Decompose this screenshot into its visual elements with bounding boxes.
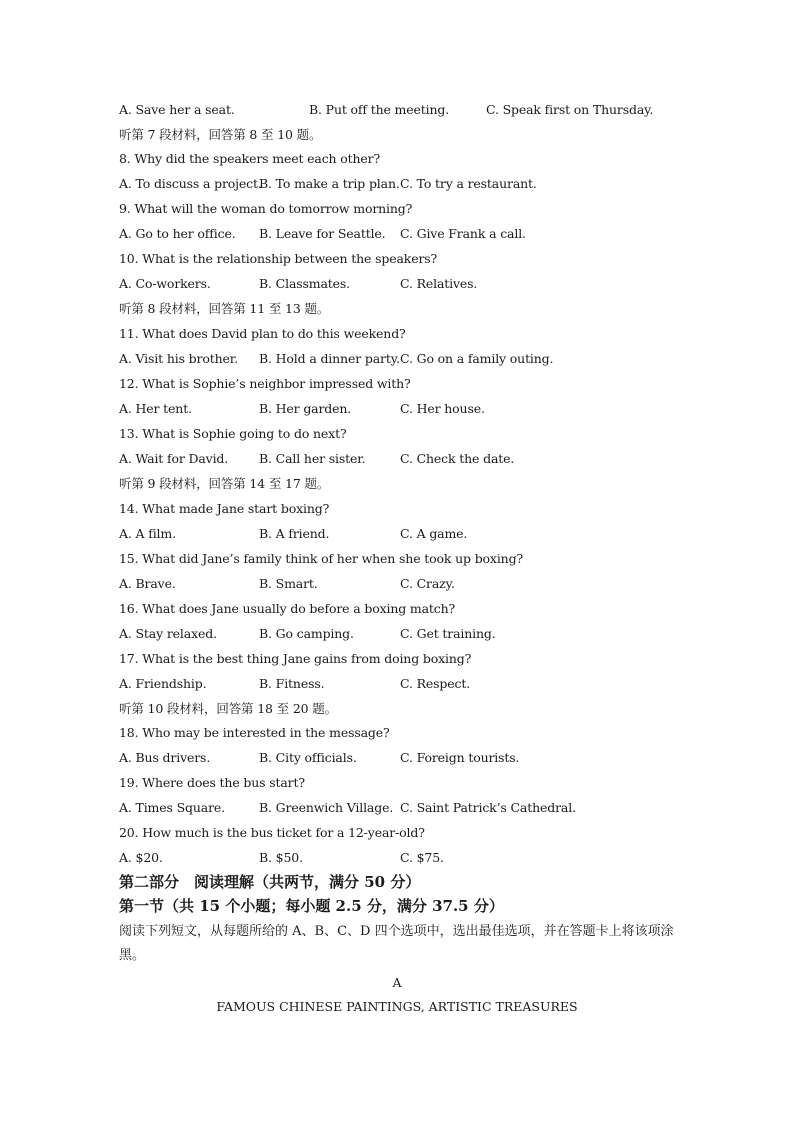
q20-stem: 20. How much is the bus ticket for a 12-year-old?: [119, 825, 425, 840]
q10-option-b: B. Classmates.: [259, 276, 350, 291]
q10-stem: 10. What is the relationship between the speakers?: [119, 251, 438, 266]
q9-option-c: C. Give Frank a call.: [400, 226, 526, 241]
q13-option-c: C. Check the date.: [400, 451, 515, 466]
q16-option-c: C. Get training.: [400, 626, 496, 641]
q11-option-a: A. Visit his brother.: [119, 351, 239, 366]
q13-stem: 13. What is Sophie going to do next?: [119, 426, 347, 441]
passage-title: FAMOUS CHINESE PAINTINGS, ARTISTIC TREASURES: [216, 999, 578, 1014]
q19-stem: 19. Where does the bus start?: [119, 775, 305, 790]
q16-option-a: A. Stay relaxed.: [119, 626, 217, 641]
q20-option-c: C. $75.: [400, 850, 444, 865]
q14-option-b: B. A friend.: [259, 526, 330, 541]
q14-option-a: A. A film.: [119, 526, 176, 541]
q20-option-a: A. $20.: [119, 850, 163, 865]
section-1-heading: 第一节（共 15 个小题；每小题 2.5 分，满分 37.5 分）: [119, 897, 504, 915]
q8-option-a: A. To discuss a project.: [119, 176, 262, 191]
q7-option-c: C. Speak first on Thursday.: [486, 102, 654, 117]
q16-stem: 16. What does Jane usually do before a boxing match?: [119, 601, 456, 616]
q12-stem: 12. What is Sophie’s neighbor impressed with?: [119, 376, 411, 391]
q15-option-a: A. Brave.: [119, 576, 176, 591]
q14-option-c: C. A game.: [400, 526, 468, 541]
q16-option-b: B. Go camping.: [259, 626, 354, 641]
q20-option-b: B. $50.: [259, 850, 303, 865]
q13-option-b: B. Call her sister.: [259, 451, 366, 466]
q15-stem: 15. What did Jane’s family think of her when she took up boxing?: [119, 551, 523, 566]
q13-option-a: A. Wait for David.: [119, 451, 229, 466]
q19-option-a: A. Times Square.: [119, 800, 225, 815]
q8-option-c: C. To try a restaurant.: [400, 176, 537, 191]
q9-option-b: B. Leave for Seattle.: [259, 226, 386, 241]
section-10-header: 听第 10 段材料，回答第 18 至 20 题。: [119, 701, 337, 716]
q11-option-c: C. Go on a family outing.: [400, 351, 554, 366]
q12-option-c: C. Her house.: [400, 401, 485, 416]
q10-option-c: C. Relatives.: [400, 276, 478, 291]
q18-option-b: B. City officials.: [259, 750, 357, 765]
q11-stem: 11. What does David plan to do this weekend?: [119, 326, 406, 341]
q19-option-b: B. Greenwich Village.: [259, 800, 394, 815]
q17-stem: 17. What is the best thing Jane gains from doing boxing?: [119, 651, 472, 666]
q9-option-a: A. Go to her office.: [119, 226, 236, 241]
q7-option-a: A. Save her a seat.: [119, 102, 235, 117]
q14-stem: 14. What made Jane start boxing?: [119, 501, 330, 516]
q19-option-c: C. Saint Patrick’s Cathedral.: [400, 800, 576, 815]
q17-option-a: A. Friendship.: [119, 676, 207, 691]
q12-option-b: B. Her garden.: [259, 401, 352, 416]
q17-option-c: C. Respect.: [400, 676, 471, 691]
q18-stem: 18. Who may be interested in the message?: [119, 725, 390, 740]
part-2-heading: 第二部分 阅读理解（共两节，满分 50 分）: [119, 873, 421, 891]
q18-option-a: A. Bus drivers.: [119, 750, 211, 765]
q8-stem: 8. Why did the speakers meet each other?: [119, 151, 381, 166]
reading-instructions: 阅读下列短文，从每题所给的 A、B、C、D 四个选项中，选出最佳选项，并在答题卡上将该项涂黑。: [119, 924, 674, 963]
q8-option-b: B. To make a trip plan.: [259, 176, 400, 191]
section-9-header: 听第 9 段材料，回答第 14 至 17 题。: [119, 476, 330, 491]
q11-option-b: B. Hold a dinner party.: [259, 351, 400, 366]
passage-letter: A: [392, 975, 402, 990]
q9-stem: 9. What will the woman do tomorrow morning?: [119, 201, 413, 216]
q7-option-b: B. Put off the meeting.: [309, 102, 450, 117]
q15-option-b: B. Smart.: [259, 576, 318, 591]
section-7-header: 听第 7 段材料，回答第 8 至 10 题。: [119, 127, 322, 142]
section-8-header: 听第 8 段材料，回答第 11 至 13 题。: [119, 301, 330, 316]
q15-option-c: C. Crazy.: [400, 576, 455, 591]
q12-option-a: A. Her tent.: [119, 401, 192, 416]
q17-option-b: B. Fitness.: [259, 676, 325, 691]
q10-option-a: A. Co-workers.: [119, 276, 211, 291]
q18-option-c: C. Foreign tourists.: [400, 750, 520, 765]
